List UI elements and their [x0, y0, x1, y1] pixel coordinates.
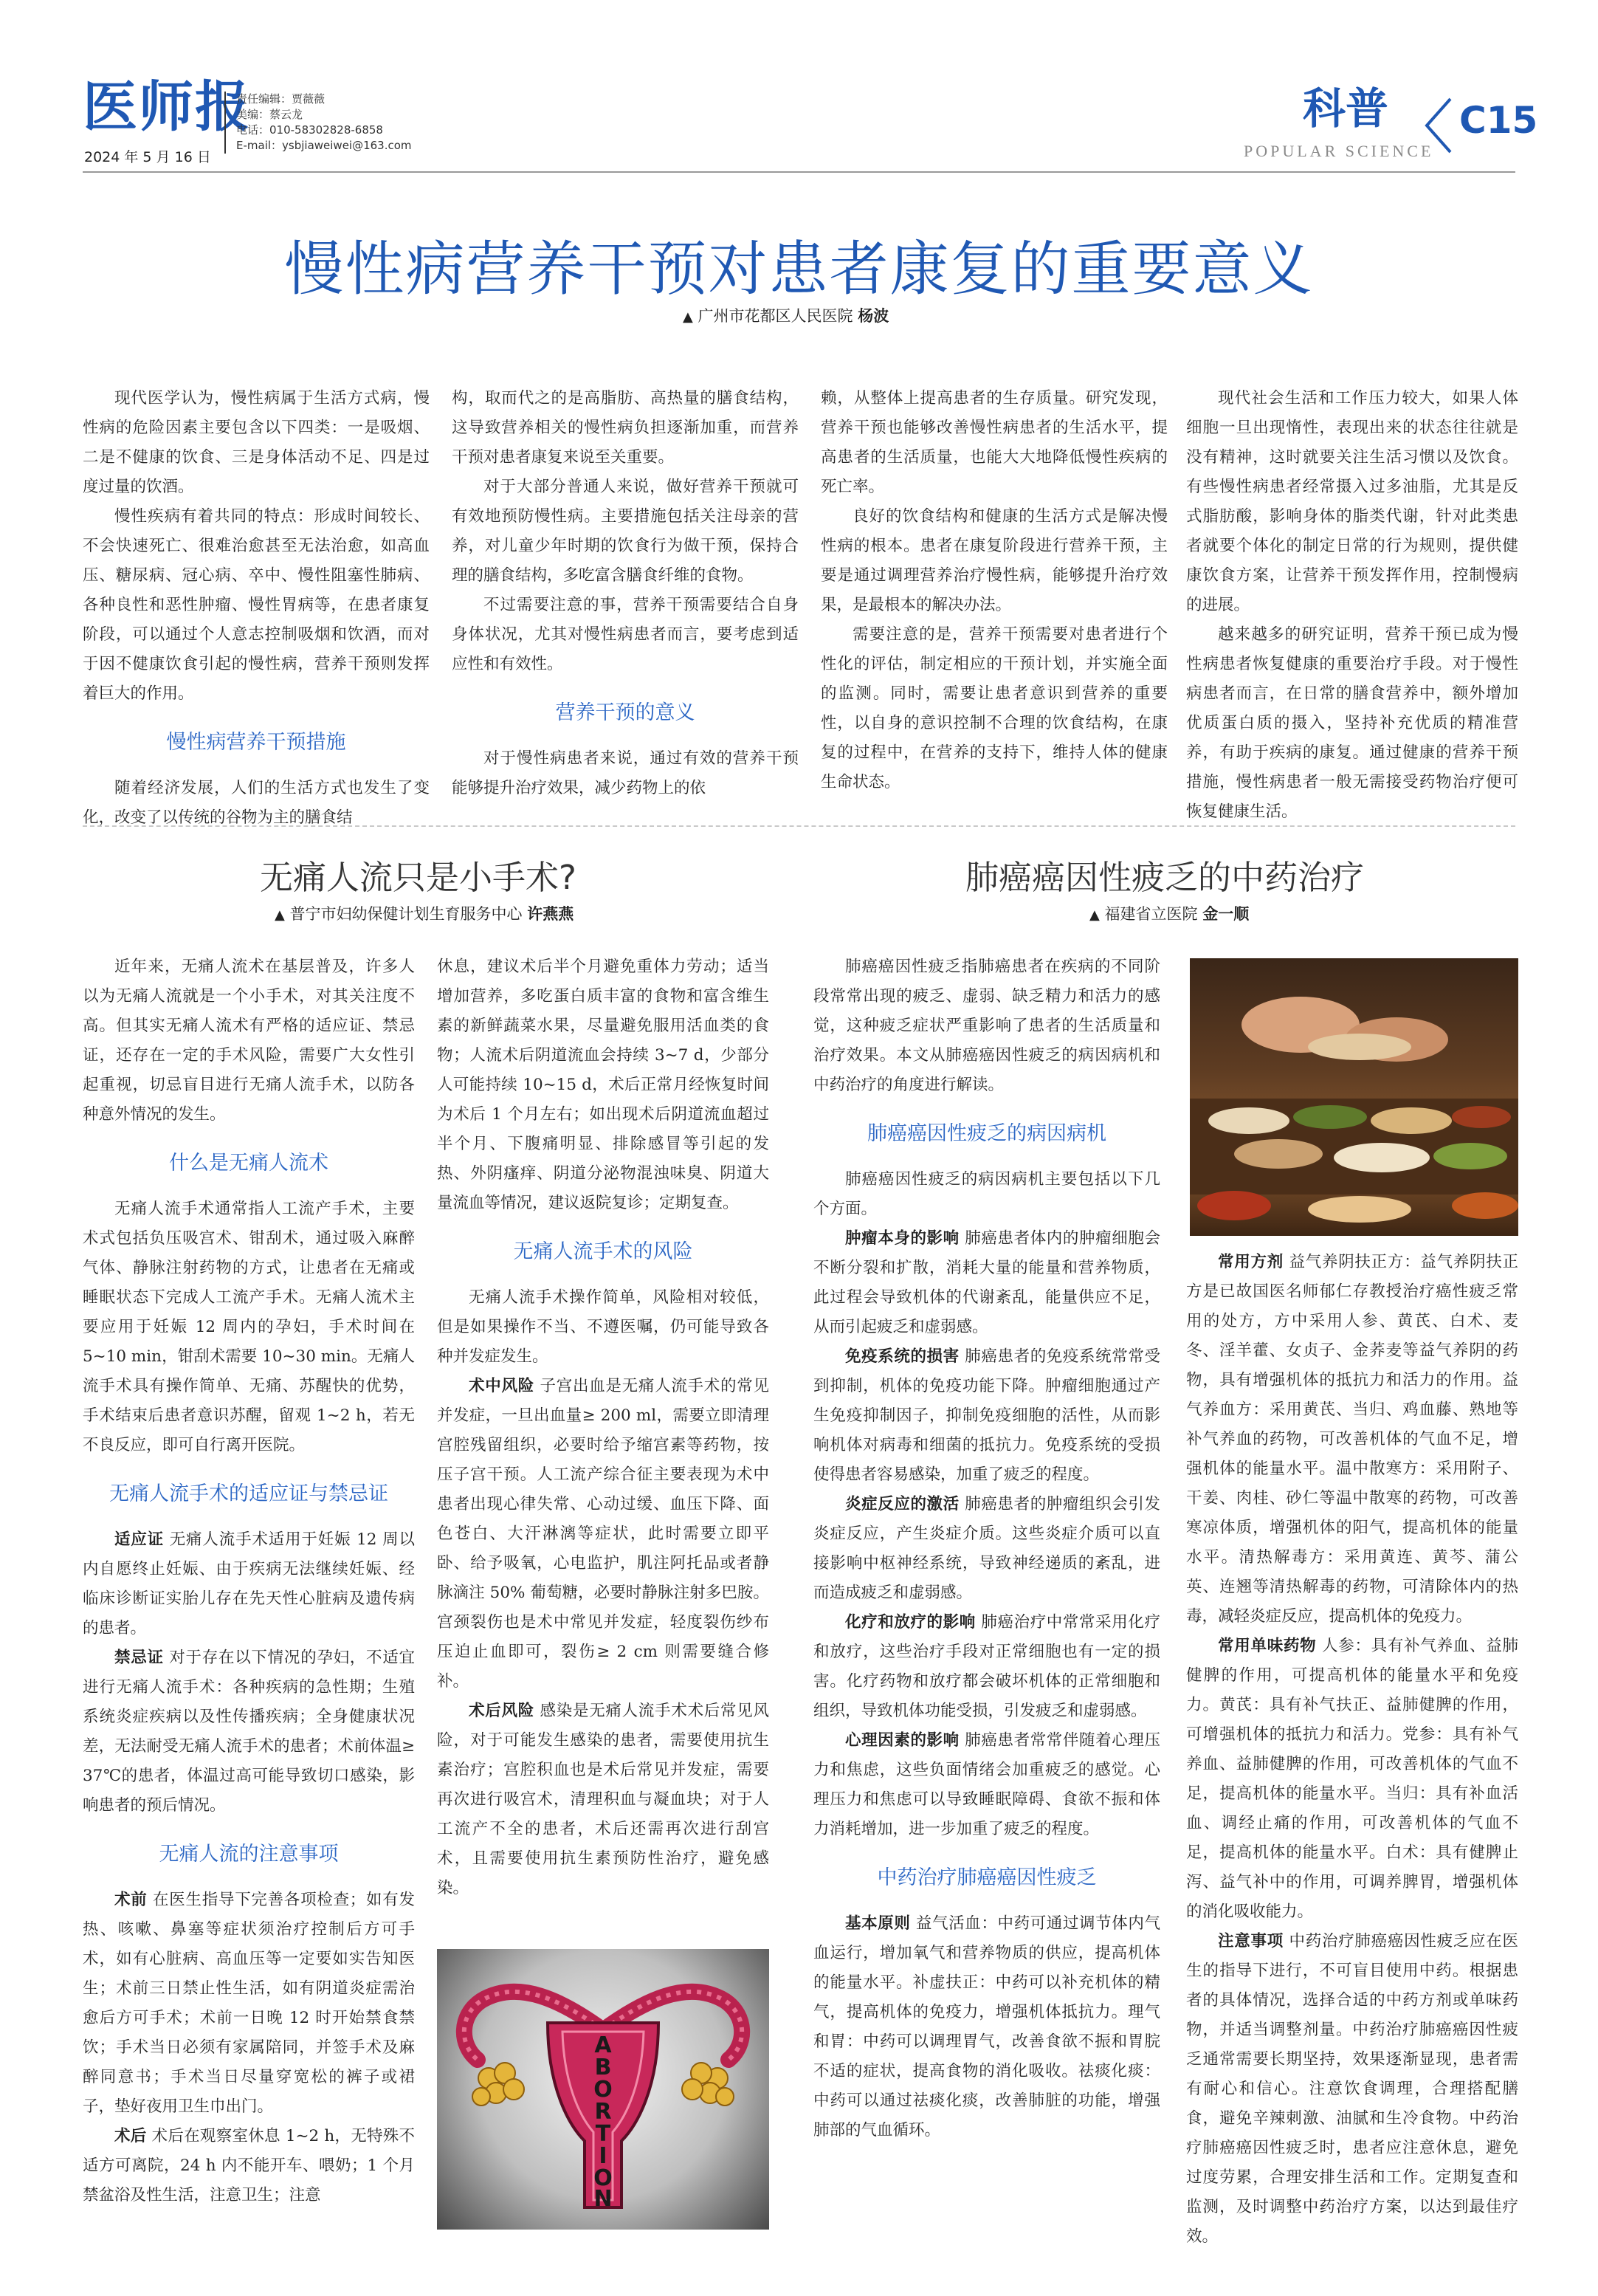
editor-info: [224, 92, 412, 154]
section-mark: [1126, 83, 1538, 164]
paragraph: [83, 1525, 415, 1643]
paragraph: [83, 1643, 415, 1821]
paragraph: 赖，从整体上提高患者的生存质量。研究发现，营养干预也能够改善慢性病患者的生活水平，提高患者的生活质量，也能大大地降低慢性疾病的死亡率。: [821, 389, 1168, 496]
term-label: 炎症反应的激活: [845, 1495, 960, 1513]
paragraph: 越来越多的研究证明，营养干预已成为慢性病患者恢复健康的重要治疗手段。对于慢性病患者而言，在日常的膳食营养中，额外增加优质蛋白质的摄入，坚持补充优质的精准营养，有助于疾病的康复。通过健康的营养干预措施，慢性病患者一般无需接受药物治疗便可恢复健康生活。: [1186, 625, 1518, 821]
article3-col1: [813, 952, 1160, 2145]
svg-text:I: I: [599, 2143, 607, 2169]
section-heading: 慢性病营养干预措施: [166, 731, 346, 754]
herbal-medicine-photo: [1190, 958, 1518, 1236]
paragraph-text: 感染是无痛人流手术术后常见风险，对于可能发生感染的患者，需要使用抗生素治疗；宫腔积血也是术后常见并发症，需要再次进行吸宫术，清理积血与凝血块；对于人工流产不全的患者，术后还需再次进行刮宫术，且需要使用抗生素预防性治疗，避免感染。: [437, 1702, 769, 1897]
paragraph-text: 益气活血：中药可通过调节体内气血运行，增加氧气和营养物质的供应，提高机体的能量水平。补虚扶正：中药可以补充机体的精气，提高机体的免疫力，增强机体抵抗力。理气和胃：中药可以调理胃气，改善食欲不振和胃脘不适的症状，提高食物的消化吸收。祛痰化痰：中药可以通过祛痰化痰，改善肺脏的功能，增强肺部的气血循环。: [813, 1914, 1160, 2139]
term-label: 心理因素的影响: [845, 1731, 960, 1750]
term-label: 化疗和放疗的影响: [845, 1613, 976, 1632]
article1-author: 杨波: [858, 307, 889, 325]
article1-org: 广州市花都区人民医院: [698, 307, 853, 325]
term-label: 术前: [114, 1891, 148, 1909]
svg-text:R: R: [594, 2099, 612, 2125]
paragraph: 不过需要注意的事，营养干预需要结合自身身体状况，尤其对慢性病患者而言，要考虑到适应性和有效性。: [452, 596, 799, 673]
masthead: [0, 0, 1598, 177]
paragraph: 良好的饮食结构和健康的生活方式是解决慢性病的根本。患者在康复阶段进行营养干预，主要是通过调理营养治疗慢性病，能够提升治疗效果，是最根本的解决办法。: [821, 507, 1168, 614]
paragraph: [83, 2122, 415, 2210]
section-title: 科普: [1303, 83, 1389, 134]
paragraph: [813, 1490, 1160, 1608]
abortion-illustration: [437, 1949, 769, 2230]
article2-col2: [437, 952, 769, 1903]
paragraph: [437, 1372, 769, 1697]
term-label: 常用单味药物: [1218, 1637, 1317, 1655]
svg-text:N: N: [593, 2186, 613, 2212]
herbs-icon: [1190, 958, 1518, 1236]
article2-col1: [83, 952, 415, 2210]
paragraph: [1186, 1248, 1518, 1632]
paragraph-text: 肺癌患者的免疫系统常常受到抑制，机体的免疫功能下降。肿瘤细胞通过产生免疫抑制因子，抑制免疫细胞的活性，从而影响机体对病毒和细菌的抵抗力。免疫系统的受损使得患者容易感染，加重了疲乏的程度。: [813, 1347, 1160, 1484]
paragraph: 肺癌癌因性疲乏指肺癌患者在疾病的不同阶段常常出现的疲乏、虚弱、缺乏精力和活力的感觉，这种疲乏症状严重影响了患者的生活质量和治疗效果。本文从肺癌癌因性疲乏的病因病机和中药治疗的角度进行解读。: [813, 958, 1160, 1094]
article3-title: 肺癌癌因性疲乏的中药治疗: [965, 858, 1365, 897]
triangle-icon: ▲: [683, 309, 693, 325]
paragraph-text: 肺癌患者体内的肿瘤细胞会不断分裂和扩散，消耗大量的能量和营养物质，此过程会导致机体的代谢紊乱，能量供应不足，从而引起疲乏和虚弱感。: [813, 1229, 1160, 1336]
article1-col3: [821, 384, 1168, 797]
paragraph: 现代社会生活和工作压力较大，如果人体细胞一旦出现惰性，表现出来的状态往往就是没有精神，这时就要关注生活习惯以及饮食。有些慢性病患者经常摄入过多油脂，尤其是反式脂肪酸，影响身体的脂类代谢，针对此类患者就要个体化的制定日常的行为规则，提供健康饮食方案，让营养干预发挥作用，控制慢病的进展。: [1186, 389, 1518, 614]
header-rule: [83, 171, 1515, 173]
article3-byline: [1089, 902, 1249, 924]
chevron-left-icon: [1421, 96, 1455, 155]
article3-col2: [1186, 1248, 1518, 2252]
paragraph-text: 无痛人流手术适用于妊娠 12 周以内自愿终止妊娠、由于疾病无法继续妊娠、经临床诊断证实胎儿存在先天性心脏病及遗传病的患者。: [83, 1530, 415, 1637]
paragraph-text: 肺癌患者的肿瘤组织会引发炎症反应，产生炎症介质。这些炎症介质可以直接影响中枢神经系统，导致神经递质的紊乱，进而造成疲乏和虚弱感。: [813, 1495, 1160, 1602]
paragraph: 构，取而代之的是高脂肪、高热量的膳食结构，这导致营养相关的慢性病负担逐渐加重，而营养干预对患者康复来说至关重要。: [452, 389, 799, 467]
svg-text:O: O: [593, 2165, 613, 2191]
paragraph: [83, 1886, 415, 2122]
term-label: 禁忌证: [114, 1649, 164, 1667]
svg-text:A: A: [594, 2032, 612, 2058]
page-number: C15: [1459, 99, 1538, 142]
paragraph: 肺癌癌因性疲乏的病因病机主要包括以下几个方面。: [813, 1170, 1160, 1218]
paragraph: [813, 1909, 1160, 2145]
paragraph-text: 对于存在以下情况的孕妇，不适宜进行无痛人流手术：各种疾病的急性期；生殖系统炎症疾病以及性传播疾病；全身健康状况差，无法耐受无痛人流手术的患者；术前体温≥ 37℃的患者，体温过高可能导致切口感染，影响患者的预后情况。: [83, 1649, 415, 1815]
editor-email: E-mail：ysbjiaweiwei@163.com: [236, 139, 412, 152]
paragraph: 现代医学认为，慢性病属于生活方式病，慢性病的危险因素主要包含以下四类：一是吸烟、二是不健康的饮食、三是身体活动不足、四是过度过量的饮酒。: [83, 389, 430, 496]
term-label: 术后风险: [469, 1702, 534, 1720]
section-heading: 什么是无痛人流术: [169, 1152, 328, 1175]
term-label: 注意事项: [1218, 1932, 1284, 1950]
paragraph-text: 术后在观察室休息 1~2 h，无特殊不适方可离院，24 h 内不能开车、喂奶；1 个月禁盆浴及性生活，注意卫生；注意: [83, 2127, 415, 2204]
paragraph: [813, 1726, 1160, 1844]
paragraph: 慢性疾病有着共同的特点：形成时间较长、不会快速死亡、很难治愈甚至无法治愈，如高血压、糖尿病、冠心病、卒中、慢性阻塞性肺病、各种良性和恶性肿瘤、慢性胃病等，在患者康复阶段，可以通过个人意志控制吸烟和饮酒，而对于因不健康饮食引起的慢性病，营养干预则发挥着巨大的作用。: [83, 507, 430, 703]
designer-name: 美编：蔡云龙: [236, 108, 303, 121]
paragraph-text: 益气养阴扶正方：益气养阴扶正方是已故国医名师郁仁存教授治疗癌性疲乏常用的处方，方中采用人参、黄芪、白术、麦冬、淫羊藿、女贞子、金荞麦等益气养阴的药物，具有增强机体的抵抗力和活力的作用。益气养血方：采用黄芪、当归、鸡血藤、熟地等补气养血的药物，可改善机体的气血不足，增强机体的能量水平。温中散寒方：采用附子、干姜、肉桂、砂仁等温中散寒的药物，可改善寒凉体质，增强机体的阳气，提高机体的能量水平。清热解毒方：采用黄连、黄芩、蒲公英、连翘等清热解毒的药物，可清除体内的热毒，减轻炎症反应，提高机体的免疫力。: [1186, 1253, 1518, 1626]
paragraph-text: 肺癌患者常常伴随着心理压力和焦虑，这些负面情绪会加重疲乏的感觉。心理压力和焦虑可以导致睡眠障碍、食欲不振和体力消耗增加，进一步加重了疲乏的程度。: [813, 1731, 1160, 1838]
paragraph: 需要注意的是，营养干预需要对患者进行个性化的评估，制定相应的干预计划，并实施全面的监测。同时，需要让患者意识到营养的重要性，以自身的意识控制不合理的饮食结构，在康复的过程中，在营养的支持下，维持人体的健康生命状态。: [821, 625, 1168, 791]
article1-col4: [1186, 384, 1518, 827]
paragraph-text: 子宫出血是无痛人流手术的常见并发症，一旦出血量≥ 200 ml，需要立即清理宫腔残留组织，必要时给予缩宫素等药物，按压子宫干预。人工流产综合征主要表现为术中患者出现心律失常、心动过缓、血压下降、面色苍白、大汗淋漓等症状，此时需要立即平卧、给予吸氧，心电监护，肌注阿托品或者静脉滴注 50% 葡萄糖，必要时静脉注射多巴胺。宫颈裂伤也是术中常见并发症，轻度裂伤纱布压迫止血即可，裂伤≥ 2 cm 则需要缝合修补。: [437, 1377, 769, 1691]
paragraph-text: 人参：具有补气养血、益肺健脾的作用，可提高机体的能量水平和免疫力。黄芪：具有补气扶正、益肺健脾的作用，可增强机体的抵抗力和活力。党参：具有补气养血、益肺健脾的作用，可改善机体的气血不足，提高机体的能量水平。当归：具有补血活血、调经止痛的作用，可改善机体的气血不足，提高机体的能量水平。白术：具有健脾止泻、益气补中的作用，可调养脾胃，增强机体的消化吸收能力。: [1186, 1637, 1518, 1921]
term-label: 适应证: [114, 1530, 165, 1549]
paragraph: [1186, 1632, 1518, 1927]
paragraph: 近年来，无痛人流术在基层普及，许多人以为无痛人流就是一个小手术，对其关注度不高。但其实无痛人流术有严格的适应证、禁忌证，还存在一定的手术风险，需要广大女性引起重视，切忌盲目进行无痛人流手术，以防各种意外情况的发生。: [83, 958, 415, 1124]
term-label: 术中风险: [469, 1377, 534, 1395]
paragraph: [1186, 1927, 1518, 2252]
term-label: 常用方剂: [1218, 1253, 1284, 1271]
section-heading: 营养干预的意义: [555, 701, 695, 724]
article1-byline: [683, 304, 889, 326]
paragraph-text: 中药治疗肺癌癌因性疲乏应在医生的指导下进行，不可盲目使用中药。根据患者的具体情况，选择合适的中药方剂或单味药物，并适当调整剂量。中药治疗肺癌癌因性疲乏通常需要长期坚持，效果逐渐显现，患者需有耐心和信心。注意饮食调理，合理搭配膳食，避免辛辣刺激、油腻和生冷食物。中药治疗肺癌癌因性疲乏时，患者应注意休息，避免过度劳累，合理安排生活和工作。定期复查和监测，及时调整中药治疗方案，以达到最佳疗效。: [1186, 1932, 1518, 2246]
section-divider: [83, 825, 1515, 827]
editor-phone: 电话：010-58302828-6858: [236, 123, 383, 137]
article1-col2: [452, 384, 799, 803]
article3-org: 福建省立医院: [1104, 905, 1198, 923]
paragraph: [813, 1608, 1160, 1726]
section-heading: 无痛人流的注意事项: [159, 1843, 339, 1866]
paragraph: 随着经济发展，人们的生活方式也发生了变化，改变了以传统的谷物为主的膳食结: [83, 779, 430, 827]
svg-text:T: T: [595, 2121, 611, 2147]
article2-byline: [275, 902, 574, 924]
article2-title: 无痛人流只是小手术?: [260, 858, 576, 897]
paragraph: 对于慢性病患者来说，通过有效的营养干预能够提升治疗效果，减少药物上的依: [452, 749, 799, 797]
article1-title: 慢性病营养干预对患者康复的重要意义: [284, 235, 1314, 303]
article1-col1: [83, 384, 430, 833]
article2-author: 许燕燕: [527, 905, 574, 923]
svg-text:B: B: [594, 2055, 612, 2080]
section-heading: 无痛人流手术的风险: [513, 1240, 693, 1263]
section-heading: 中药治疗肺癌癌因性疲乏: [877, 1866, 1097, 1889]
article2-org: 普宁市妇幼保健计划生育服务中心: [289, 905, 523, 923]
svg-text:O: O: [593, 2077, 613, 2103]
triangle-icon: ▲: [275, 907, 285, 923]
term-label: 肿瘤本身的影响: [845, 1229, 960, 1248]
section-heading: 肺癌癌因性疲乏的病因病机: [867, 1122, 1106, 1145]
section-subtitle: POPULAR SCIENCE: [1244, 142, 1434, 160]
paragraph-text: 在医生指导下完善各项检查；如有发热、咳嗽、鼻塞等症状须治疗控制后方可手术，如有心脏病、高血压等一定要如实告知医生；术前三日禁止性生活，如有阴道炎症需治愈后方可手术；术前一日晚 12 时开始禁食禁饮；手术当日必须有家属陪同，并签手术及麻醉同意书；手术当日尽量穿宽松的裤子或裙子，垫好夜用卫生巾出门。: [83, 1891, 415, 2116]
article3-author: 金一顺: [1202, 905, 1250, 923]
section-heading: 无痛人流手术的适应证与禁忌证: [109, 1482, 388, 1505]
newspaper-logo: 医师报: [83, 75, 251, 139]
paragraph: 无痛人流手术通常指人工流产手术，主要术式包括负压吸宫术、钳刮术，通过吸入麻醉气体、静脉注射药物的方式，让患者在无痛或睡眠状态下完成人工流产手术。无痛人流术主要应用于妊娠 12 周内的孕妇，手术时间在 5~10 min，钳刮术需要 10~30 min。无痛人流手术具有操作简单、无痛、苏醒快的优势，手术结束后患者意识苏醒，留观 1~2 h，若无不良反应，即可自行离开医院。: [83, 1200, 415, 1454]
term-label: 术后: [114, 2127, 147, 2145]
uterus-icon: [437, 1949, 769, 2230]
paragraph: [437, 1697, 769, 1903]
editor-name: 责任编辑：贾薇薇: [236, 92, 326, 106]
paragraph: [813, 1342, 1160, 1490]
paragraph: 休息，建议术后半个月避免重体力劳动；适当增加营养，多吃蛋白质丰富的食物和富含维生素的新鲜蔬菜水果，尽量避免服用活血类的食物；人流术后阴道流血会持续 3~7 d，少部分人可能持续 10~15 d，术后正常月经恢复时间为术后 1 个月左右；如出现术后阴道流血超过半个月、下腹痛明显、排除感冒等引起的发热、外阴瘙痒、阴道分泌物混浊味臭、阴道大量流血等情况，建议返院复诊；定期复查。: [437, 958, 769, 1212]
paragraph: [813, 1224, 1160, 1342]
paragraph: 无痛人流手术操作简单，风险相对较低，但是如果操作不当、不遵医嘱，仍可能导致各种并发症发生。: [437, 1288, 769, 1366]
term-label: 免疫系统的损害: [845, 1347, 960, 1366]
paragraph: 对于大部分普通人来说，做好营养干预就可有效地预防慢性病。主要措施包括关注母亲的营养，对儿童少年时期的饮食行为做干预，保持合理的膳食结构，多吃富含膳食纤维的食物。: [452, 478, 799, 585]
triangle-icon: ▲: [1089, 907, 1100, 923]
publication-date: 2024 年 5 月 16 日: [84, 149, 211, 165]
paragraph-text: 肺癌治疗中常常采用化疗和放疗，这些治疗手段对正常细胞也有一定的损害。化疗药物和放疗都会破坏机体的正常细胞和组织，导致机体功能受损，引发疲乏和虚弱感。: [813, 1613, 1160, 1720]
term-label: 基本原则: [845, 1914, 911, 1933]
